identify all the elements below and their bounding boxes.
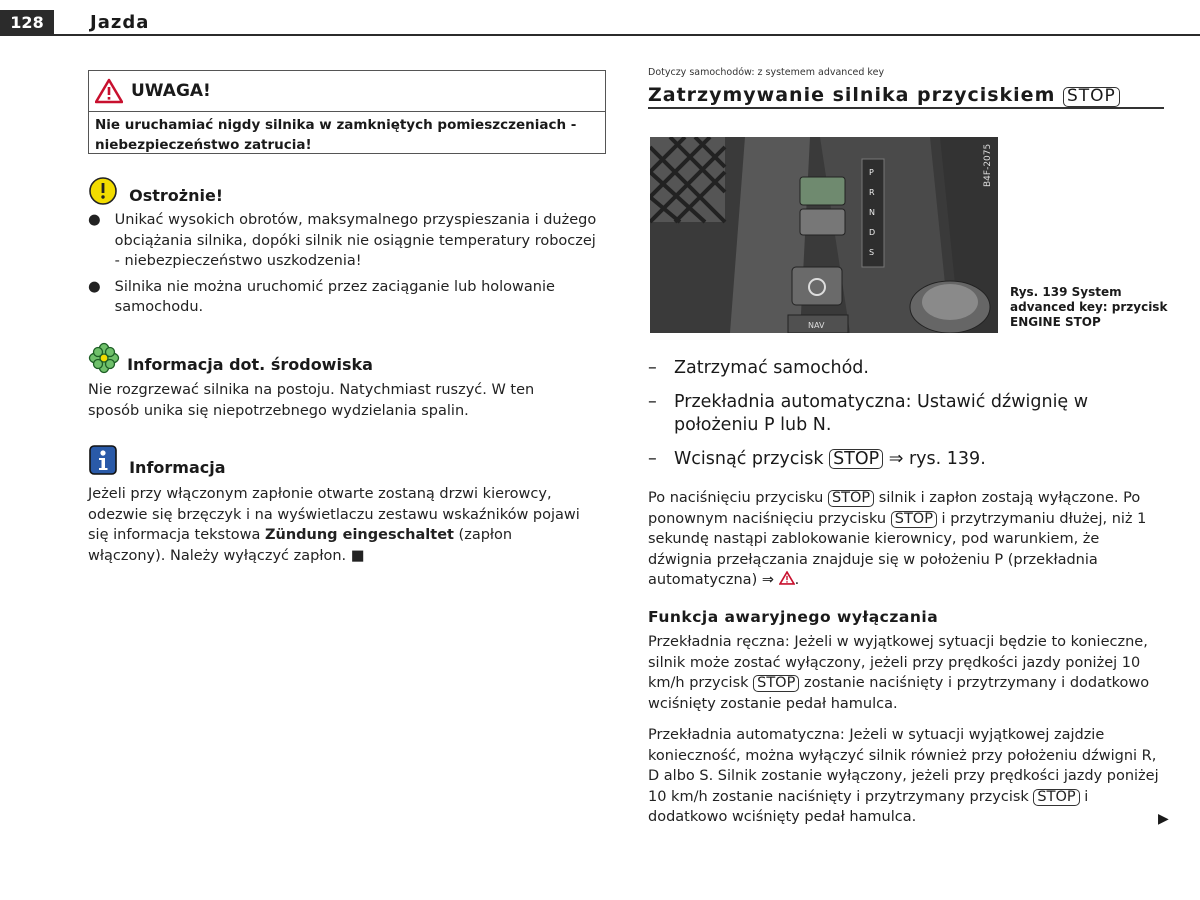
stop-key: STOP xyxy=(1063,87,1120,107)
caution-bullet-1: Unikać wysokich obrotów, maksymalnego przyspieszania i dużego obciążania silnika, dopóki silnik nie osiągnie temperatury roboczej - niebezpieczeństwo uszkodzenia! xyxy=(114,212,597,269)
stop-key: STOP xyxy=(829,449,883,469)
list-item: – Przekładnia automatyczna: Ustawić dźwignię w położeniu P lub N. xyxy=(648,391,1118,437)
caution-title: Ostrożnie! xyxy=(129,185,224,205)
gear-letter-d: D xyxy=(869,228,876,237)
gear-letter-s: S xyxy=(869,248,875,257)
header-rule xyxy=(0,34,1200,36)
bullet-icon: ● xyxy=(88,212,101,228)
warning-triangle-icon xyxy=(779,571,795,585)
step-1: Zatrzymać samochód. xyxy=(674,358,869,378)
figure-code: B4F-2075 xyxy=(983,143,993,187)
gear-letter-n: N xyxy=(869,208,875,217)
heading-rule xyxy=(648,107,1164,109)
list-item xyxy=(88,210,598,272)
pedal-grid xyxy=(650,137,725,222)
gear-letter-p: P xyxy=(869,168,874,177)
applies-to: Dotyczy samochodów: z systemem advanced key xyxy=(648,67,885,78)
stop-key: STOP xyxy=(753,675,799,692)
info-text xyxy=(88,484,588,566)
figure-caption: Rys. 139 System advanced key: przycisk ENGINE STOP xyxy=(1010,285,1168,329)
section-heading xyxy=(648,84,1120,107)
paragraph-manual: Przekładnia ręczna: Jeżeli w wyjątkowej sytuacji będzie to konieczne, silnik może zostać wyłączony, jeżeli przy prędkości jazdy poniżej 10 km/h przycisk STOP zostanie naciśnięty i przytrzymany i dodatkowo wciśnięty zostanie pedał hamulca. xyxy=(648,634,1150,712)
warning-text: Nie uruchamiać nigdy silnika w zamkniętych pomieszczeniach - niebezpieczeństwo zatrucia! xyxy=(95,117,577,153)
environment-title: Informacja dot. środowiska xyxy=(127,354,373,374)
environment-heading xyxy=(88,342,373,374)
info-text-part: Jeżeli przy włączonym zapłonie otwarte zostaną drzwi kierowcy, odezwie się brzęczyk i na wyświetlaczu zestawu wskaźników pojawi się informacja tekstowa xyxy=(88,486,580,543)
engine-button xyxy=(800,177,845,205)
section-title: Jazda xyxy=(90,12,150,33)
environment-text: Nie rozgrzewać silnika na postoju. Natychmiast ruszyć. W ten sposób unika się niepotrzebnego wydzielania spalin. xyxy=(88,382,535,419)
caution-list xyxy=(88,210,598,318)
info-icon xyxy=(88,444,118,476)
paragraph-automatic: Przekładnia automatyczna: Jeżeli w sytuacji wyjątkowej zajdzie konieczność, można wyłączyć silnik również przy położeniu dźwigni R, D albo S. Silnik zostanie wyłączony, jeżeli przy prędkości jazdy poniżej 10 km/h zostanie naciśnięty i przytrzymany przycisk STOP i dodatkowo wciśnięty pedał hamulca. xyxy=(648,727,1159,825)
info-text-bold: Zündung eingeschaltet xyxy=(265,527,454,543)
gear-letter-r: R xyxy=(869,188,875,197)
console-illustration xyxy=(650,137,998,333)
info-heading xyxy=(88,444,226,476)
stop-key: STOP xyxy=(1033,789,1079,806)
page-number: 128 xyxy=(0,10,54,36)
caution-heading xyxy=(88,176,223,206)
heading-text: Zatrzymywanie silnika przyciskiem xyxy=(648,84,1056,106)
next-page-arrow-icon: ▶ xyxy=(1158,811,1169,827)
list-item: – Zatrzymać samochód. xyxy=(648,358,869,378)
warning-triangle-icon xyxy=(95,78,123,104)
list-item xyxy=(88,277,598,318)
steps-list xyxy=(648,357,1118,471)
warning-title: UWAGA! xyxy=(131,81,211,101)
stop-button xyxy=(800,209,845,235)
stop-key: STOP xyxy=(828,490,874,507)
info-text-part: (zapłon włączony). Należy wyłączyć zapłon. ■ xyxy=(88,527,513,564)
flower-icon xyxy=(88,342,120,374)
warning-header xyxy=(89,71,605,112)
caution-icon xyxy=(88,176,118,206)
info-title: Informacja xyxy=(129,457,226,477)
paragraph-stop-behaviour: Po naciśnięciu przycisku STOP silnik i zapłon zostają wyłączone. Po ponownym naciśnięciu przycisku STOP i przytrzymaniu dłużej, niż 1 sekundę nastąpi zablokowanie kierownicy, pod warunkiem, że dźwignia przełączania znajduje się w położeniu P (przekładnia automatyczna) ⇒ . xyxy=(648,490,1147,588)
step-3: Wcisnąć przycisk STOP ⇒ rys. 139. xyxy=(674,449,986,469)
figure-image xyxy=(650,137,998,333)
subheading: Funkcja awaryjnego wyłączania xyxy=(648,608,939,626)
warning-box xyxy=(88,70,606,154)
list-item: – Wcisnąć przycisk STOP ⇒ rys. 139. xyxy=(648,449,986,469)
step-2: Przekładnia automatyczna: Ustawić dźwignię w położeniu P lub N. xyxy=(674,392,1089,435)
bullet-icon: ● xyxy=(88,278,101,295)
nav-label: NAV xyxy=(808,321,825,330)
caution-bullet-2: Silnika nie można uruchomić przez zaciąganie lub holowanie samochodu. xyxy=(114,278,555,315)
brake-button xyxy=(792,267,842,305)
stop-key: STOP xyxy=(891,511,937,528)
